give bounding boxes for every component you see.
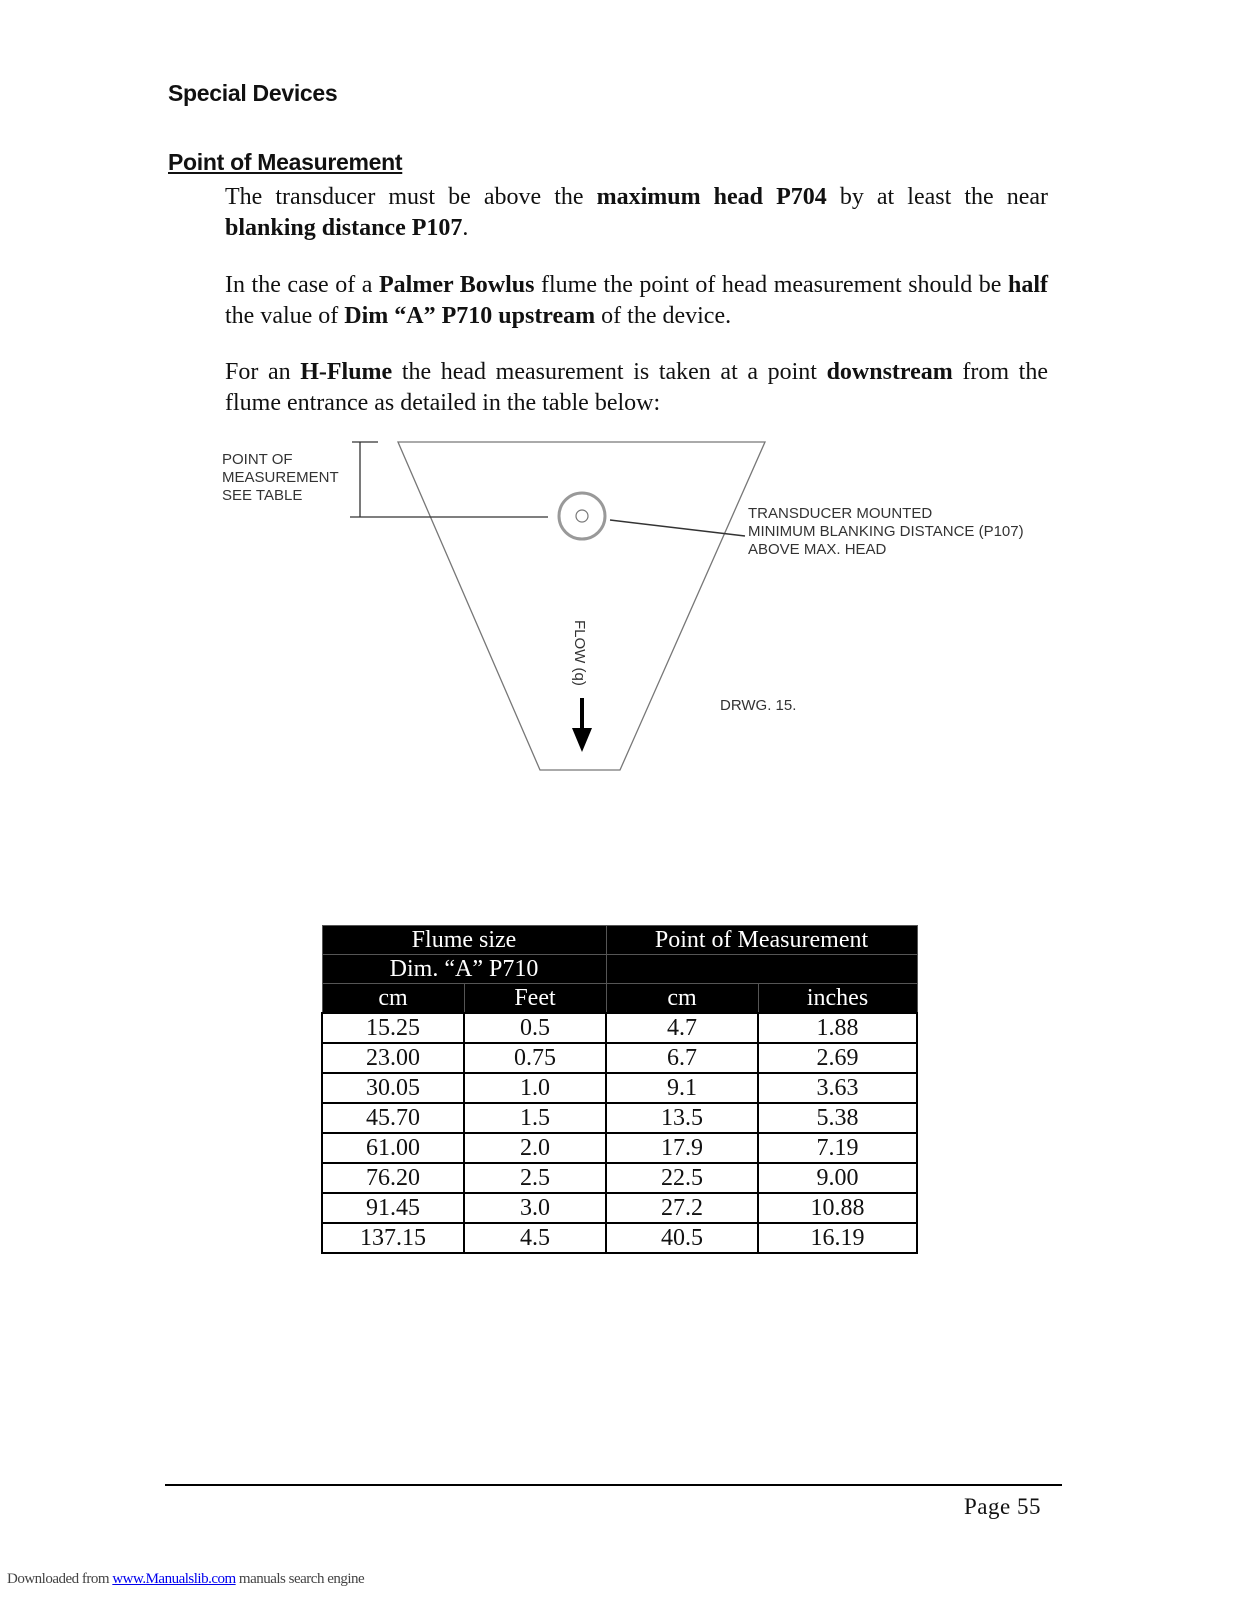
header-col-inches: inches [758, 984, 917, 1014]
table-cell: 13.5 [606, 1103, 758, 1133]
table-cell: 3.0 [464, 1193, 606, 1223]
footer-rule [165, 1484, 1062, 1486]
table-cell: 40.5 [606, 1223, 758, 1253]
manualslib-link[interactable]: www.Manualslib.com [112, 1571, 236, 1587]
table-cell: 1.0 [464, 1073, 606, 1103]
pom-label-line2: MEASUREMENT [222, 469, 339, 486]
table-row [322, 1163, 917, 1193]
pom-label-line1: POINT OF [222, 451, 293, 468]
table-cell: 2.0 [464, 1133, 606, 1163]
header-col-cm: cm [322, 984, 464, 1014]
drawing-number: DRWG. 15. [720, 697, 797, 714]
table-row [322, 1133, 917, 1163]
table-cell: 7.19 [758, 1133, 917, 1163]
flume-table [321, 925, 918, 1254]
table-cell: 16.19 [758, 1223, 917, 1253]
download-prefix: Downloaded from [7, 1571, 113, 1587]
table-cell: 15.25 [322, 1013, 464, 1043]
table-cell: 23.00 [322, 1043, 464, 1073]
table-cell: 30.05 [322, 1073, 464, 1103]
table-cell: 91.45 [322, 1193, 464, 1223]
header-dim-a: Dim. “A” P710 [322, 955, 606, 984]
table-cell: 9.1 [606, 1073, 758, 1103]
table-cell: 4.7 [606, 1013, 758, 1043]
table-cell: 1.5 [464, 1103, 606, 1133]
table-row [322, 1043, 917, 1073]
header-point-of-measurement: Point of Measurement [606, 926, 917, 955]
section-title: Special Devices [168, 80, 338, 106]
header-flume-size: Flume size [322, 926, 606, 955]
table-row [322, 1013, 917, 1043]
transducer-label-line1: TRANSDUCER MOUNTED [748, 505, 933, 522]
table-cell: 27.2 [606, 1193, 758, 1223]
table-row [322, 1073, 917, 1103]
table-row [322, 1103, 917, 1133]
table-cell: 61.00 [322, 1133, 464, 1163]
flow-label: FLOW (q) [571, 620, 588, 686]
download-suffix: manuals search engine [235, 1571, 365, 1587]
table-cell: 4.5 [464, 1223, 606, 1253]
table-row [322, 1223, 917, 1253]
header-col-feet: Feet [464, 984, 606, 1014]
table-row [322, 1193, 917, 1223]
table-cell: 0.75 [464, 1043, 606, 1073]
table-cell: 2.69 [758, 1043, 917, 1073]
paragraph-h-flume: For an H-Flume the head measurement is taken at a point downstream from the flume entrance as detailed in the table below: [225, 359, 1048, 416]
header-blank [606, 955, 917, 984]
table-cell: 22.5 [606, 1163, 758, 1193]
table-cell: 5.38 [758, 1103, 917, 1133]
table-cell: 1.88 [758, 1013, 917, 1043]
transducer-leader-line [610, 520, 745, 536]
flow-arrow-head [572, 728, 592, 752]
transducer-outer-ring [559, 493, 605, 539]
table-cell: 45.70 [322, 1103, 464, 1133]
table-cell: 76.20 [322, 1163, 464, 1193]
transducer-label-line3: ABOVE MAX. HEAD [748, 541, 887, 558]
flume-drawing [220, 440, 1060, 790]
subsection-title: Point of Measurement [168, 149, 403, 175]
page-number: Page 55 [964, 1494, 1041, 1519]
paragraph-max-head: The transducer must be above the maximum head P704 by at least the near blanking distance P107. [225, 184, 1049, 241]
download-notice [7, 1571, 364, 1588]
table-cell: 17.9 [606, 1133, 758, 1163]
table-cell: 9.00 [758, 1163, 917, 1193]
transducer-label-line2: MINIMUM BLANKING DISTANCE (P107) [748, 523, 1024, 540]
table-cell: 6.7 [606, 1043, 758, 1073]
table-cell: 2.5 [464, 1163, 606, 1193]
table-cell: 137.15 [322, 1223, 464, 1253]
table-cell: 10.88 [758, 1193, 917, 1223]
header-col-pom-cm: cm [606, 984, 758, 1014]
paragraph-palmer-bowlus: In the case of a Palmer Bowlus flume the point of head measurement should be half the value of Dim “A” P710 upstream of the device. [225, 272, 1048, 329]
pom-label-line3: SEE TABLE [222, 487, 303, 504]
table-cell: 0.5 [464, 1013, 606, 1043]
table-cell: 3.63 [758, 1073, 917, 1103]
